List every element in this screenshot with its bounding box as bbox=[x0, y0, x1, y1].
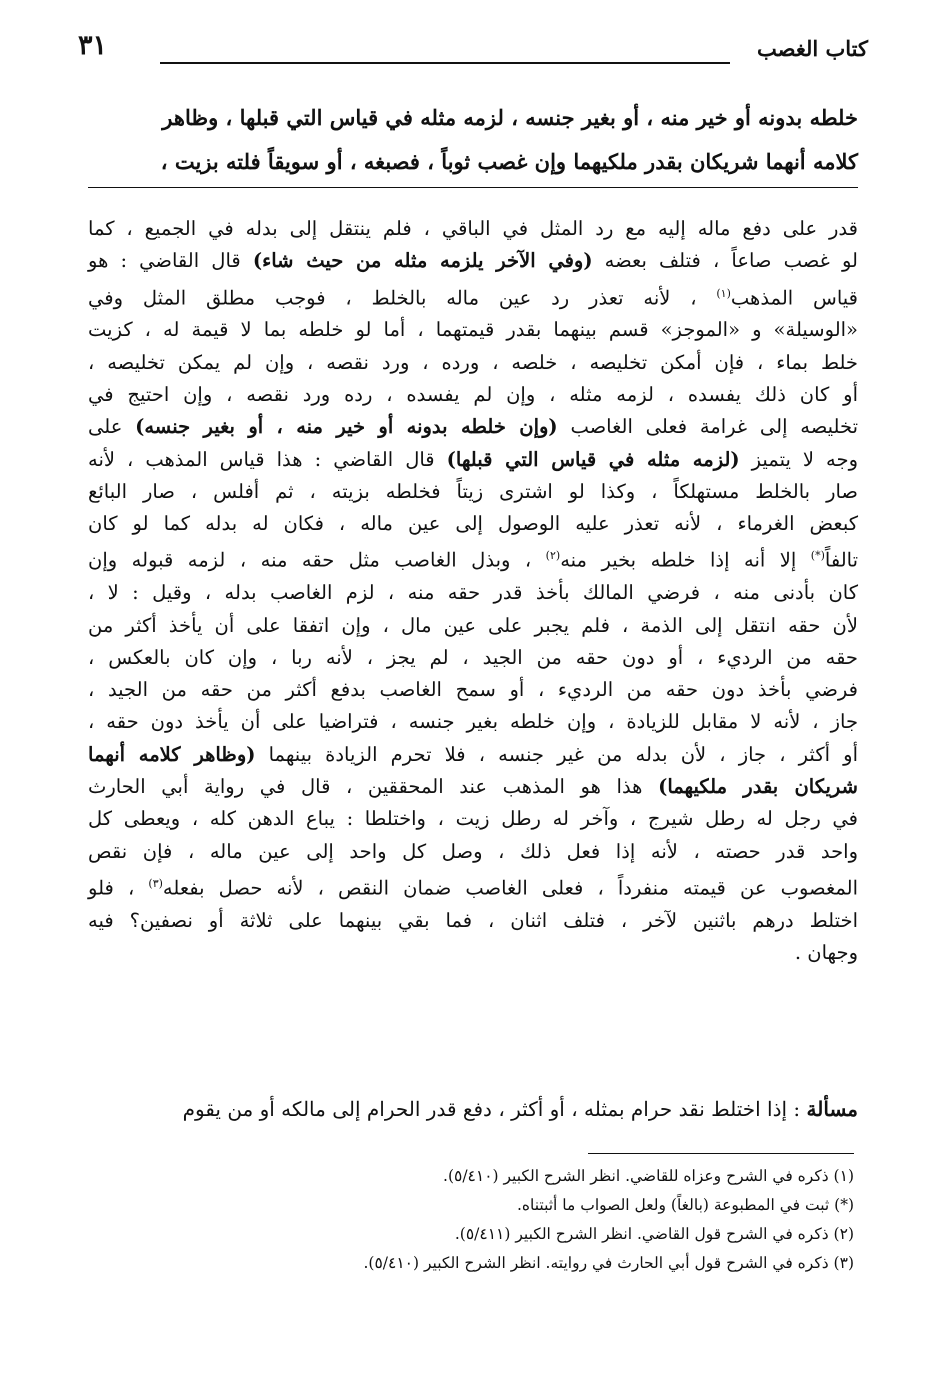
text-span: ، لأنه تعذر رد عين ماله بالخلط ، فوجب مطلق المثل وفي bbox=[88, 286, 717, 310]
running-title: كتاب الغصب bbox=[756, 36, 868, 61]
commentary-line: في رجل له رطل شيرج ، وآخر له رطل زيت ، واختلطا : يباع الدهن كله ، ويعطى كل bbox=[88, 807, 858, 831]
text-span: لو غصب صاعاً ، فتلف بعضه bbox=[592, 249, 858, 273]
main-text bbox=[88, 96, 858, 184]
commentary-line bbox=[88, 771, 858, 803]
commentary-line: خلط بماء ، فإن أمكن تخليصه ، خلصه ، ورده ، ورد نقصه ، وإن لم يمكن تخليصه ، bbox=[88, 350, 858, 374]
commentary-line: اختلط درهم باثنين لآخر ، فتلف اثنان ، فما بقي بينهما على ثلاثة أو نصفين؟ فيه bbox=[88, 908, 858, 932]
commentary bbox=[88, 213, 858, 969]
commentary-line: حقه من الرديء ، أو دون حقه من الجيد ، لم يجز ، لأنه ربا ، وإن كان بالعكس ، bbox=[88, 645, 858, 669]
commentary-line: وجهان . bbox=[794, 941, 858, 965]
quoted-matn: شريكان بقدر ملكيهما) bbox=[658, 775, 859, 799]
masala-label: مسألة bbox=[806, 1097, 858, 1121]
footnote-divider bbox=[588, 1153, 854, 1154]
page-header bbox=[78, 30, 868, 70]
footnotes bbox=[94, 1162, 854, 1278]
commentary-line: أو كان ذلك يفسده ، لزمه مثله ، وإن لم يفسده ، رده ورد نقصه ، وإن احتيج في bbox=[88, 382, 858, 406]
text-span: تالفاً bbox=[824, 548, 859, 572]
text-span: تخليصه إلى غرامة فعلى الغاصب bbox=[557, 415, 859, 439]
text-span: قال القاضي : هو bbox=[88, 249, 253, 273]
masala-paragraph bbox=[88, 1094, 858, 1124]
quoted-matn: (وظاهر كلامه أنهما bbox=[88, 742, 256, 766]
commentary-line bbox=[88, 245, 858, 277]
commentary-line: صار بالخلط مستهلكاً ، وكذا لو اشترى زيتاً فخلطه بزيته ، ثم أفلس ، صار البائع bbox=[88, 479, 858, 503]
text-span: ، وبذل الغاصب مثل حقه منه ، لزمه قبوله وإن bbox=[88, 548, 546, 572]
text-span: ، فلو bbox=[88, 876, 149, 900]
footnote-marker: (٣) bbox=[148, 876, 163, 890]
commentary-line bbox=[88, 868, 858, 905]
footnote-3: (٣) ذكره في الشرح قول أبي الحارث في روايته. انظر الشرح الكبير (٥/٤١٠). bbox=[363, 1254, 854, 1272]
quoted-matn: (لزمه مثله في قياس التي قبلها) bbox=[446, 447, 740, 471]
text-span: أو أكثر ، جاز ، لأن بدله من غير جنسه ، فلا تحرم الزيادة بينهما bbox=[255, 742, 858, 766]
footnote-1: (١) ذكره في الشرح وعزاه للقاضي. انظر الشرح الكبير (٥/٤١٠). bbox=[443, 1167, 854, 1185]
text-span: المغصوب عن قيمته منفرداً ، فعلى الغاصب ضمان النقص ، لأنه حصل بفعله bbox=[162, 876, 858, 900]
commentary-line bbox=[88, 444, 858, 476]
commentary-line: جاز ، لأنه لا مقابل للزيادة ، وإن خلطه بغير جنسه ، فتراضيا على أن يأخذ دون حقه ، bbox=[88, 710, 858, 734]
commentary-line: واحد قدر حصته ، لأنه إذا فعل ذلك ، وصل كل واحد إلى عين ماله ، فإن نقص bbox=[88, 839, 858, 863]
text-span: قياس المذهب bbox=[730, 286, 858, 310]
footnote-marker: (١) bbox=[716, 286, 731, 300]
page-number: ٣١ bbox=[78, 30, 108, 61]
main-text-line: كلامه أنهما شريكان بقدر ملكيهما وإن غصب ثوباً ، فصبغه ، أو سويقاً فلته بزيت ، bbox=[160, 149, 858, 174]
footnote-2: (٢) ذكره في الشرح قول القاضي. انظر الشرح الكبير (٥/٤١١). bbox=[454, 1225, 854, 1243]
quoted-matn: (وفي الآخر يلزمه مثله من حيث شاء) bbox=[252, 249, 593, 273]
text-span: وجه لا يتميز bbox=[739, 447, 858, 471]
footnote-marker: (*) bbox=[810, 549, 825, 563]
commentary-line bbox=[88, 278, 858, 315]
footnote-star: (*) ثبت في المطبوعة (بالغاً) ولعل الصواب ما أثبتناه. bbox=[516, 1196, 854, 1214]
commentary-line: لأن حقه انتقل إلى الذمة ، فلم يجبر على عين مال ، وإن اتفقا على أن يأخذ أكثر من bbox=[88, 613, 858, 637]
main-text-line: خلطه بدونه أو خير منه ، أو بغير جنسه ، لزمه مثله في قياس التي قبلها ، وظاهر bbox=[162, 105, 858, 130]
text-span: على bbox=[88, 415, 136, 439]
commentary-line bbox=[88, 411, 858, 443]
quoted-matn: (وإن خلطه بدونه أو خير منه ، أو بغير جنسه) bbox=[135, 415, 558, 439]
commentary-line: قدر على دفع ماله إليه مع رد المثل في الباقي ، فلم ينتقل إلى بدله في الجميع ، كما bbox=[88, 217, 858, 240]
header-rule bbox=[160, 62, 730, 64]
masala-text: : إذا اختلط نقد حرام بمثله ، أو أكثر ، دفع قدر الحرام إلى مالكه أو من يقوم bbox=[182, 1097, 807, 1121]
commentary-line: «الوسيلة» و «الموجز» قسم بينهما بقدر قيمتهما ، أما لو خلطه بما لا قيمة له ، كزيت bbox=[88, 318, 858, 342]
commentary-line bbox=[88, 540, 858, 577]
text-span: إلا أنه إذا خلطه بخير منه bbox=[560, 548, 811, 572]
footnote-marker: (٢) bbox=[545, 549, 561, 563]
commentary-line bbox=[88, 739, 858, 771]
commentary-line: فرضي بأخذ دون حقه من الرديء ، أو سمح الغاصب بدفع أكثر من حقه من الجيد ، bbox=[88, 678, 858, 702]
main-text-divider bbox=[88, 187, 858, 188]
commentary-line: كان بأدنى منه ، فرضي المالك بأخذ قدر حقه منه ، لزم الغاصب بدله ، وقيل : لا ، bbox=[88, 581, 858, 605]
commentary-line: كبعض الغرماء ، لأنه تعذر عليه الوصول إلى عين ماله ، فكان له بدله كما لو كان bbox=[88, 512, 858, 536]
text-span: قال القاضي : هذا قياس المذهب ، لأنه bbox=[88, 447, 447, 471]
text-span: هذا هو المذهب عند المحققين ، قال في رواية أبي الحارث bbox=[88, 775, 659, 799]
